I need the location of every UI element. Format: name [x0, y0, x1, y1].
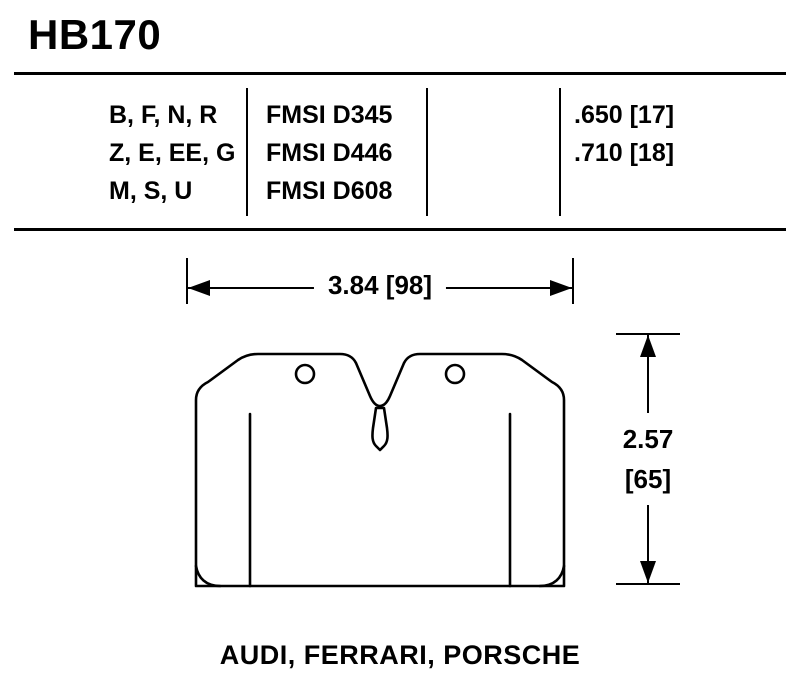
arrow-up-icon	[640, 335, 656, 357]
arrow-left-icon	[188, 280, 210, 296]
thickness-row-1: .650 [17]	[574, 101, 675, 129]
vehicle-applications: AUDI, FERRARI, PORSCHE	[219, 640, 581, 670]
height-dimension	[608, 333, 688, 585]
part-number: HB170	[28, 11, 162, 58]
height-dimension-label-inches: 2.57	[622, 424, 674, 454]
table-divider-3	[559, 88, 561, 216]
width-dimension	[186, 258, 574, 304]
divider-top	[14, 72, 786, 75]
compounds-column	[109, 96, 249, 210]
thickness-column	[574, 96, 774, 172]
height-dimension-label	[596, 413, 700, 505]
fmsi-row-2: FMSI D446	[266, 139, 393, 167]
spec-table	[14, 78, 786, 226]
divider-bottom	[14, 228, 786, 231]
compound-row-3: M, S, U	[109, 177, 193, 205]
arrow-down-icon	[640, 561, 656, 583]
width-dimension-label: 3.84 [98]	[314, 270, 446, 301]
brake-pad-outline-drawing	[180, 330, 580, 592]
compound-row-2: Z, E, EE, G	[109, 139, 236, 167]
fmsi-row-1: FMSI D345	[266, 101, 393, 129]
width-extension-line-right	[572, 258, 574, 304]
fmsi-row-3: FMSI D608	[266, 177, 393, 205]
thickness-row-2: .710 [18]	[574, 139, 675, 167]
compound-row-1: B, F, N, R	[109, 101, 218, 129]
height-extension-line-bottom	[616, 583, 680, 585]
fmsi-column	[266, 96, 446, 210]
height-dimension-label-mm: [65]	[624, 464, 672, 494]
arrow-right-icon	[550, 280, 572, 296]
